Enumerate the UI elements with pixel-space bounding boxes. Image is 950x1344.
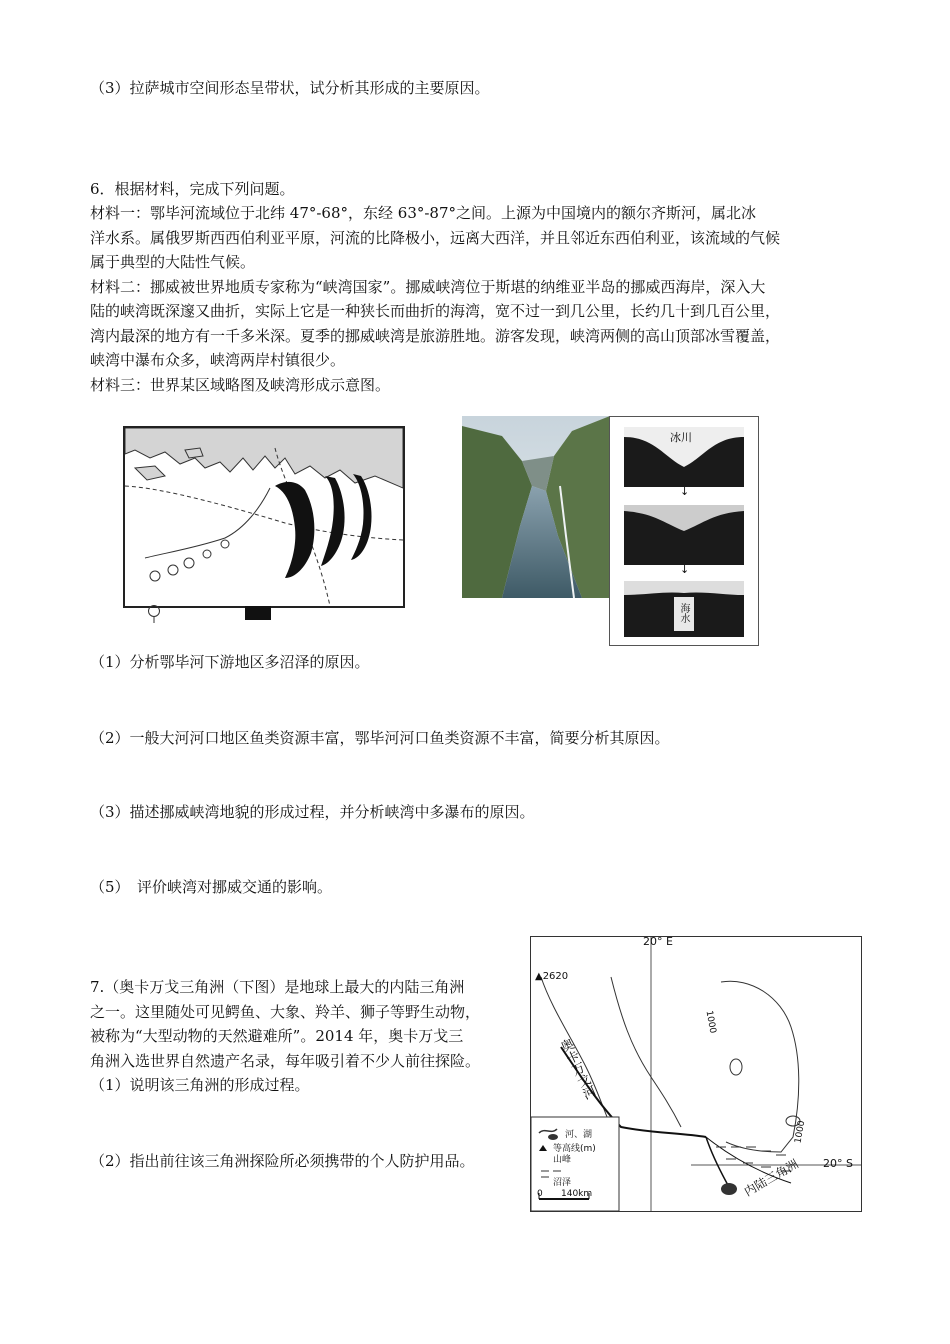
q6-material1-line1: 材料一：鄂毕河流域位于北纬 47°-68°，东经 63°-87°之间。上源为中国境内的额尔齐斯河，属北冰 [90, 204, 757, 222]
q6-material2-line4: 峡湾中瀑布众多，峡湾两岸村镇很少。 [90, 351, 346, 369]
q6-material3: 材料三：世界某区域略图及峡湾形成示意图。 [90, 376, 391, 394]
stage3-label: 海水 [678, 603, 689, 623]
q6-sub1: （1）分析鄂毕河下游地区多沼泽的原因。 [90, 653, 370, 671]
q6-material1-line2: 洋水系。属俄罗斯西西伯利亚平原，河流的比降极小，远离大西洋，并且邻近东西伯利亚，该流域的气候 [90, 229, 781, 247]
q7-intro-line2: 之一。这里随处可见鳄鱼、大象、羚羊、狮子等野生动物， [90, 1003, 481, 1021]
okavango-map [530, 936, 862, 1212]
q6-sub2: （2）一般大河河口地区鱼类资源丰富，鄂毕河河口鱼类资源不丰富，简要分析其原因。 [90, 729, 670, 747]
q6-material1-line3: 属于典型的大陆性气候。 [90, 253, 256, 271]
river-label: 奥卡万戈河 [555, 1036, 598, 1103]
q6-sub5: （5） 评价峡湾对挪威交通的影响。 [90, 878, 333, 896]
fjord-photo [462, 416, 610, 598]
region-map-graphic [125, 428, 403, 606]
q6-title: 6．根据材料，完成下列问题。 [90, 180, 295, 198]
scale-length: 140km [561, 1189, 593, 1199]
region-sketch-map [123, 426, 405, 608]
q6-material2-line1: 材料二：挪威被世界地质专家称为“峡湾国家”。挪威峡湾位于斯堪的纳维亚半岛的挪威西海岸，深入大 [90, 278, 766, 296]
q7-sub1: （1）说明该三角洲的形成过程。 [90, 1076, 310, 1094]
contour-label-b: 1000 [793, 1119, 808, 1145]
stage2-panel [624, 505, 744, 565]
q7-intro-line4: 角洲入选世界自然遗产名录，每年吸引着不少人前往探险。 [90, 1052, 481, 1070]
tree-icon [147, 605, 161, 623]
q7-intro-line1: 7.（奥卡万戈三角洲（下图）是地球上最大的内陆三角洲 [90, 978, 465, 996]
q6-material2-line3: 湾内最深的地方有一千多米深。夏季的挪威峡湾是旅游胜地。游客发现，峡湾两侧的高山顶部冰雪覆盖， [90, 327, 781, 345]
legend-contour: 等高线(m) [553, 1144, 596, 1154]
delta-label: 内陆三角洲 [741, 1156, 801, 1199]
peak-label: ▲2620 [535, 971, 569, 982]
lon-label: 20° E [643, 935, 673, 948]
arrow-down-icon: ↓ [680, 485, 690, 498]
q7-intro-line3: 被称为“大型动物的天然避难所”。2014 年，奥卡万戈三 [90, 1027, 464, 1045]
fjord-formation-diagram [609, 416, 759, 646]
scale-zero: 0 [537, 1189, 543, 1199]
q5-sub3: （3）拉萨城市空间形态呈带状，试分析其形成的主要原因。 [90, 79, 490, 97]
stage1-label: 冰川 [670, 431, 692, 444]
legend-black-box [245, 606, 271, 620]
contour-label-a: 1000 [703, 1009, 718, 1035]
lat-label: 20° S [823, 1157, 853, 1170]
arrow-down-icon: ↓ [680, 563, 690, 576]
q6-sub3: （3）描述挪威峡湾地貌的形成过程，并分析峡湾中多瀑布的原因。 [90, 803, 535, 821]
legend-peak: 山峰 [553, 1155, 572, 1165]
q7-sub2: （2）指出前往该三角洲探险所必须携带的个人防护用品。 [90, 1152, 475, 1170]
q6-material2-line2: 陆的峡湾既深邃又曲折，实际上它是一种狭长而曲折的海湾，宽不过一到几公里，长约几十到几百公里， [90, 302, 781, 320]
legend-river-lake: 河、湖 [565, 1130, 593, 1140]
legend-swamp: 沼泽 [553, 1178, 572, 1188]
